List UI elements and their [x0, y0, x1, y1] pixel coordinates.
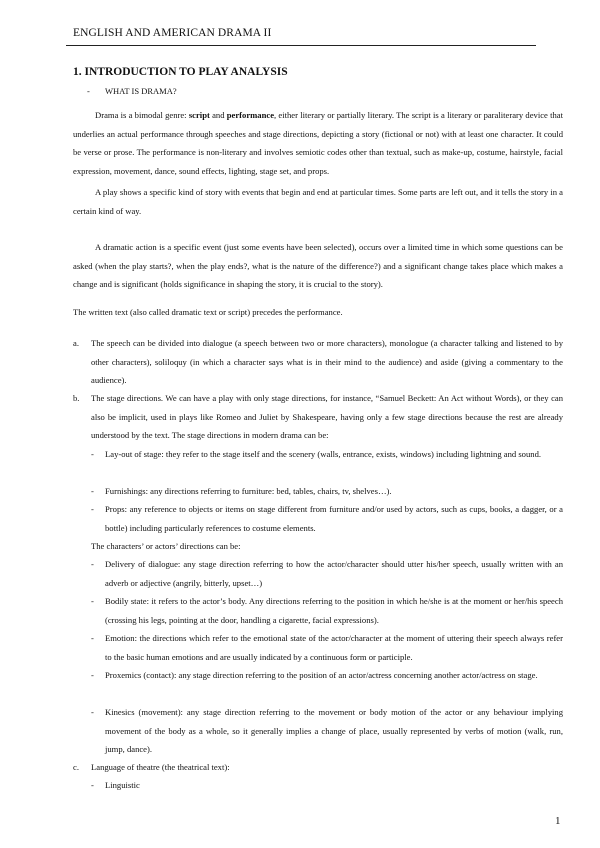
- dash-marker: -: [91, 780, 94, 790]
- term-performance: performance: [226, 110, 275, 120]
- dash-marker: -: [91, 486, 94, 496]
- p1-start: Drama is a bimodal genre:: [95, 110, 189, 120]
- sub-item-bodily-state: Bodily state: it refers to the actor’s body. Any directions referring to the position in which he/she is at the moment or her/his speech (crossing his legs, pointing at the door, handling a cigarette, facial expressions).: [105, 596, 563, 625]
- sub-item-layout-of-stage: Lay-out of stage: they refer to the stage itself and the scenery (walls, entrance, exists, windows) including lightning and sound.: [105, 449, 542, 459]
- sub-item-furnishings: Furnishings: any directions referring to furniture: bed, tables, chairs, tv, shelves…).: [105, 486, 392, 496]
- dash-marker: -: [91, 449, 94, 459]
- sub-item-emotion: Emotion: the directions which refer to the emotional state of the actor/character at the moment of uttering their speech always refer to the basic human emotions and are usually indicated by a continuous form or participle.: [105, 633, 563, 662]
- dash-marker: -: [91, 633, 94, 643]
- sub-item-linguistic: Linguistic: [105, 780, 140, 790]
- term-script: script: [188, 110, 210, 120]
- sub-item-proxemics: Proxemics (contact): any stage direction referring to the position of an actor/actress concerning another actor/actress on stage.: [105, 670, 538, 680]
- list-marker-b: b.: [73, 393, 80, 403]
- paragraph-dramatic-action: A dramatic action is a specific event (just some events have been selected), occurs over a limited time in which some questions can be asked (when the play starts?, when the play ends?, what is the nature of the difference?) and a significant change takes place which makes a change and is significant (holds significance in shaping the story, it is crucial to the story).: [73, 242, 563, 290]
- list-item-language-of-theatre: Language of theatre (the theatrical text):: [91, 762, 230, 772]
- dash-marker: -: [91, 670, 94, 680]
- list-item-speech: The speech can be divided into dialogue (a speech between two or more characters), monologue (a character talking and listened to by other characters), soliloquy (in which a character says what is in their mind to the audience) and aside (giving a commentary to the audience).: [91, 338, 563, 386]
- subheading-marker: -: [87, 86, 90, 96]
- dash-marker: -: [91, 707, 94, 717]
- running-header: ENGLISH AND AMERICAN DRAMA II: [73, 27, 272, 39]
- paragraph-written-text: The written text (also called dramatic text or script) precedes the performance.: [73, 307, 343, 317]
- paragraph-play-story: A play shows a specific kind of story with events that begin and end at particular times. Some parts are left out, and it tells the story in a certain kind of way.: [73, 187, 563, 216]
- p1-and: and: [209, 110, 227, 120]
- characters-directions-intro: The characters’ or actors’ directions can be:: [91, 541, 241, 551]
- header-divider: [66, 45, 536, 46]
- p1-rest: , either literary or partially literary. The script is a literary or paraliterary device that underlies an actual performance through speeches and stage directions, depicting a story (fictional or not) with at least one character. It could be verse or prose. The performance is non-literary and involves semiotic codes other than textual, such as make-up, costume, hairstyle, facial expression, movement, dance, sound effects, lighting, stage set, and props.: [73, 110, 563, 176]
- dash-marker: -: [91, 596, 94, 606]
- sub-item-delivery-of-dialogue: Delivery of dialogue: any stage direction referring to how the actor/character should utter his/her speech, usually written with an adverb or adjective (angrily, bitterly, upset…): [105, 559, 563, 588]
- section-heading: 1. INTRODUCTION TO PLAY ANALYSIS: [73, 66, 288, 78]
- list-marker-c: c.: [73, 762, 79, 772]
- sub-item-kinesics: Kinesics (movement): any stage direction referring to the movement or body motion of the actor or any behaviour implying movement of the body as a whole, so it generally implies a change of place, usually represented by verbs of motion (walk, run, jump, dance).: [105, 707, 563, 755]
- list-marker-a: a.: [73, 338, 79, 348]
- dash-marker: -: [91, 559, 94, 569]
- sub-item-props: Props: any reference to objects or items on stage different from furniture and/or used by actors, such as cups, books, a dagger, or a bottle) including particularly references to costume elements.: [105, 504, 563, 533]
- subheading: [87, 86, 177, 96]
- dash-marker: -: [91, 504, 94, 514]
- paragraph-drama-definition: [73, 106, 563, 180]
- page-number: 1: [555, 815, 561, 827]
- list-item-stage-directions: The stage directions. We can have a play with only stage directions, for instance, “Samuel Beckett: An Act without Words), or they can also be implicit, used in plays like Romeo and Juliet by Shakespeare, having only a few stage directions because the rest are already understood by the text. The stage directions in modern drama can be:: [91, 393, 563, 441]
- subheading-text: WHAT IS DRAMA?: [105, 86, 177, 96]
